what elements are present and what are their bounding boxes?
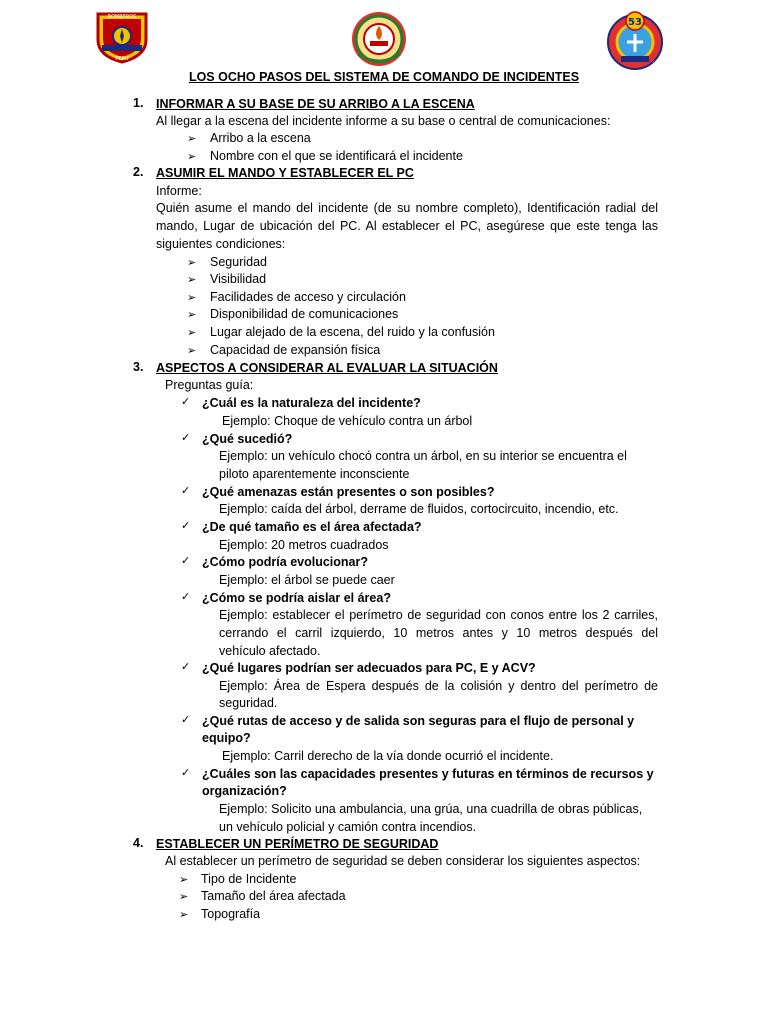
section-2-item: Lugar alejado de la escena, del ruido y la confusión — [210, 325, 495, 339]
question: ¿Qué rutas de acceso y de salida son seguras para el flujo de personal y — [202, 714, 635, 728]
arrow-bullet-icon: ➢ — [187, 326, 197, 339]
section-1-number: 1. — [133, 96, 144, 110]
arrow-bullet-icon: ➢ — [187, 291, 197, 304]
section-2-item: Capacidad de expansión física — [210, 343, 381, 357]
section-1-item: Arribo a la escena — [210, 131, 311, 145]
question: ¿Qué amenazas están presentes o son posibles? — [202, 485, 495, 499]
check-bullet-icon: ✓ — [181, 484, 191, 497]
section-3-intro: Preguntas guía: — [165, 378, 254, 392]
section-1-item: Nombre con el que se identificará el incidente — [210, 149, 463, 163]
section-2-paragraph-line: Quién asume el mando del incidente (de su nombre completo), Identificación radial del — [156, 201, 658, 215]
check-bullet-icon: ✓ — [181, 766, 191, 779]
document-title: LOS OCHO PASOS DEL SISTEMA DE COMANDO DE INCIDENTES — [188, 70, 580, 84]
check-bullet-icon: ✓ — [181, 431, 191, 444]
logo-right-number: 53 — [628, 17, 642, 28]
arrow-bullet-icon: ➢ — [187, 344, 197, 357]
section-2-paragraph-line: mando, Lugar de ubicación del PC. Al establecer el PC, asegúrese que este tenga las — [156, 219, 658, 233]
section-1-text: Al llegar a la escena del incidente informe a su base o central de comunicaciones: — [156, 114, 611, 128]
company-53-logo — [603, 10, 667, 70]
question: ¿De qué tamaño es el área afectada? — [202, 520, 422, 534]
example: Ejemplo: caída del árbol, derrame de fluidos, cortocircuito, incendio, etc. — [219, 502, 619, 516]
example: Ejemplo: Solicito una ambulancia, una grúa, una cuadrilla de obras públicas, — [219, 802, 643, 816]
section-4-item: Topografía — [201, 907, 261, 921]
arrow-bullet-icon: ➢ — [187, 256, 197, 269]
arrow-bullet-icon: ➢ — [179, 873, 189, 886]
arrow-bullet-icon: ➢ — [179, 890, 189, 903]
question: ¿Cuál es la naturaleza del incidente? — [202, 396, 421, 410]
arrow-bullet-icon: ➢ — [187, 132, 197, 145]
question: equipo? — [202, 731, 251, 745]
example: piloto aparentemente inconsciente — [219, 467, 410, 481]
check-bullet-icon: ✓ — [181, 395, 191, 408]
section-3-number: 3. — [133, 360, 144, 374]
central-emblem-logo — [350, 10, 408, 68]
section-4-number: 4. — [133, 836, 144, 850]
section-2-paragraph-line: siguientes condiciones: — [156, 237, 286, 251]
arrow-bullet-icon: ➢ — [187, 308, 197, 321]
example: Ejemplo: Carril derecho de la vía donde ocurrió el incidente. — [222, 749, 554, 763]
section-2-item: Visibilidad — [210, 272, 267, 286]
check-bullet-icon: ✓ — [181, 554, 191, 567]
example: vehículo afectado. — [219, 644, 321, 658]
example: Ejemplo: establecer el perímetro de seguridad con conos entre los 2 carriles, — [219, 608, 658, 622]
section-4-item: Tipo de Incidente — [201, 872, 297, 886]
arrow-bullet-icon: ➢ — [187, 150, 197, 163]
section-4-heading: ESTABLECER UN PERÍMETRO DE SEGURIDAD — [156, 837, 439, 851]
question: ¿Cómo podría evolucionar? — [202, 555, 368, 569]
example: Ejemplo: el árbol se puede caer — [219, 573, 395, 587]
question: organización? — [202, 784, 287, 798]
arrow-bullet-icon: ➢ — [179, 908, 189, 921]
example: Ejemplo: un vehículo chocó contra un árbol, en su interior se encuentra el — [219, 449, 627, 463]
bomberos-shield-logo — [94, 10, 150, 64]
section-4-text: Al establecer un perímetro de seguridad se deben considerar los siguientes aspectos: — [165, 854, 641, 868]
example: Ejemplo: Área de Espera después de la colisión y dentro del perímetro de — [219, 679, 658, 693]
example: un vehículo policial y camión contra incendios. — [219, 820, 477, 834]
question: ¿Cómo se podría aislar el área? — [202, 591, 391, 605]
section-2-item: Disponibilidad de comunicaciones — [210, 307, 399, 321]
logo-left-top-text: BOMBEROS — [107, 14, 137, 20]
section-2-number: 2. — [133, 165, 144, 179]
section-2-item: Seguridad — [210, 255, 267, 269]
example: Ejemplo: Choque de vehículo contra un árbol — [222, 414, 473, 428]
question: ¿Qué lugares podrían ser adecuados para PC, E y ACV? — [202, 661, 536, 675]
section-1-heading: INFORMAR A SU BASE DE SU ARRIBO A LA ESCENA — [156, 97, 475, 111]
header-logos — [0, 10, 768, 70]
section-2-heading: ASUMIR EL MANDO Y ESTABLECER EL PC — [156, 166, 414, 180]
check-bullet-icon: ✓ — [181, 519, 191, 532]
example: cerrando el carril izquierdo, 10 metros antes y 10 metros después del — [219, 626, 658, 640]
question: ¿Cuáles son las capacidades presentes y futuras en términos de recursos y — [202, 767, 654, 781]
logo-left-bottom-text: PERU — [115, 56, 129, 62]
section-3-heading: ASPECTOS A CONSIDERAR AL EVALUAR LA SITUACIÓN — [156, 361, 498, 375]
check-bullet-icon: ✓ — [181, 713, 191, 726]
check-bullet-icon: ✓ — [181, 660, 191, 673]
arrow-bullet-icon: ➢ — [187, 273, 197, 286]
example: seguridad. — [219, 696, 278, 710]
question: ¿Qué sucedió? — [202, 432, 293, 446]
check-bullet-icon: ✓ — [181, 590, 191, 603]
section-2-intro: Informe: — [156, 184, 202, 198]
section-2-item: Facilidades de acceso y circulación — [210, 290, 406, 304]
example: Ejemplo: 20 metros cuadrados — [219, 538, 389, 552]
section-4-item: Tamaño del área afectada — [201, 889, 346, 903]
